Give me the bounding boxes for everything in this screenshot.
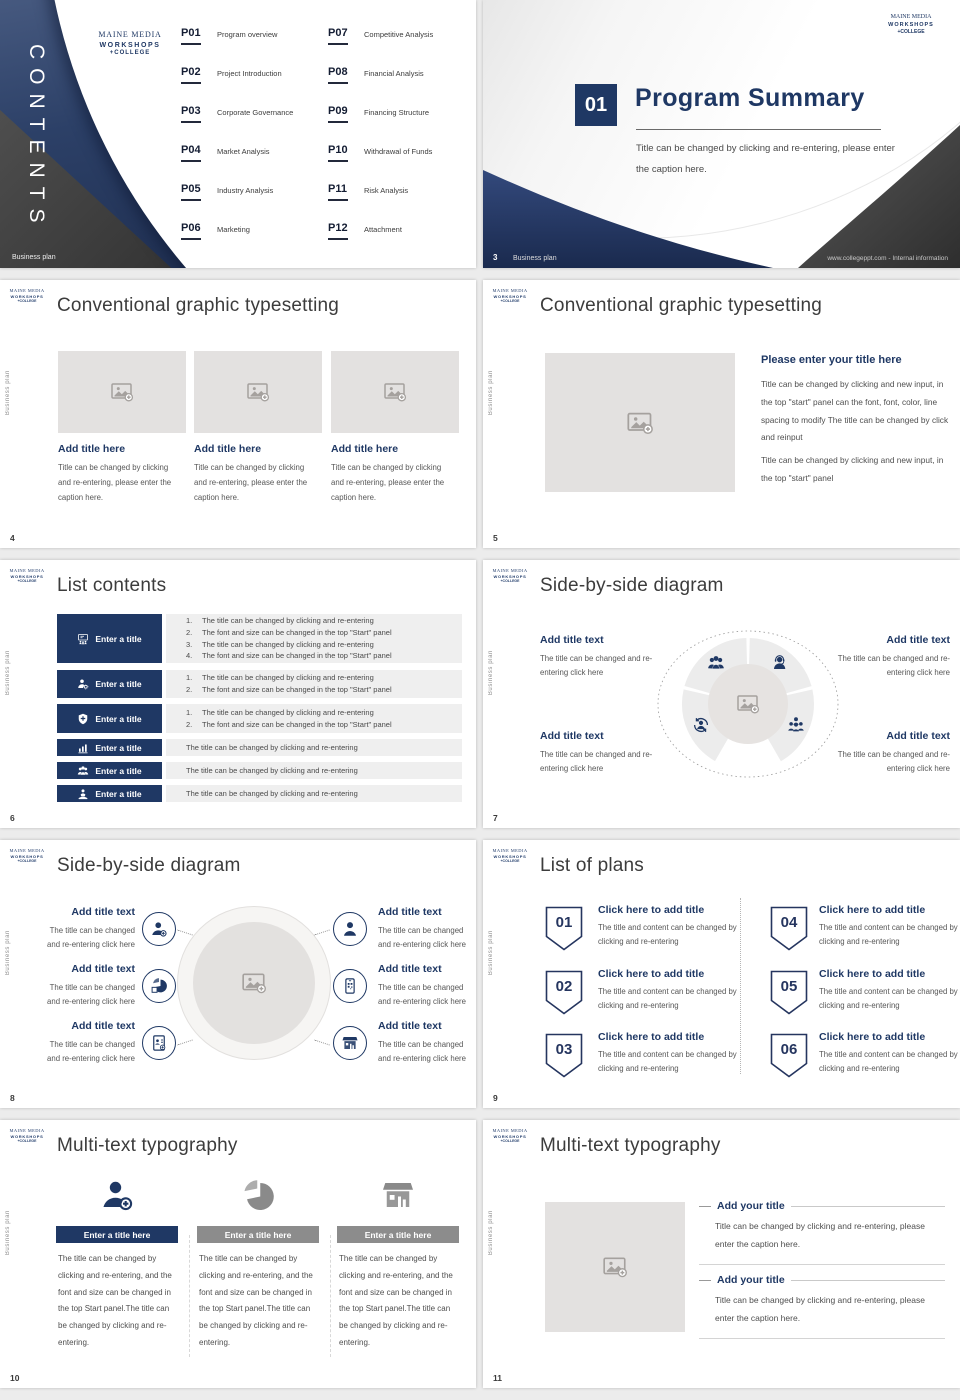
side-label: Business plan: [5, 1210, 11, 1256]
enter-title-button: Enter a title: [57, 785, 162, 802]
slide-title: Conventional graphic typesetting: [540, 295, 823, 316]
card-caption: Title can be changed by clicking and re-entering, please enter the caption here.: [331, 463, 445, 502]
list-panel: The title can be changed by clicking and re-entering: [166, 785, 462, 802]
list-panel: 1. The title can be changed by clicking and re-entering 2. The font and size can be changed in the top "Start" panel: [166, 704, 462, 733]
title-block: Add your title Title can be changed by clicking and re-entering, please enter the caption here.: [699, 1274, 945, 1339]
column-body: The title can be changed by clicking and re-entering, and the font and size can be changed in the top Start panel.The title can be changed by clicking and re-entering.: [199, 1254, 313, 1347]
slide-cover-contents[interactable]: [0, 0, 476, 268]
brand-logo: MAINE MEDIA WORKSHOPS +COLLEGE: [9, 1128, 45, 1143]
brand-logo: MAINE MEDIA WORKSHOPS +COLLEGE: [492, 848, 528, 863]
image-placeholder: [193, 922, 315, 1044]
slide-title: Multi-text typography: [540, 1135, 721, 1156]
content-paragraph: Title can be changed by clicking and new input, in the top "start" panel: [761, 455, 944, 483]
brand-logo: MAINE MEDIA WORKSHOPS +COLLEGE: [9, 288, 45, 303]
person-service-icon: [77, 788, 89, 800]
image-plus-icon: [241, 970, 267, 996]
person-icon: [333, 912, 367, 946]
image-placeholder: [194, 351, 322, 433]
number-badge: 05: [770, 970, 808, 1016]
page-number: 10: [10, 1373, 20, 1383]
number-badge: 01: [545, 906, 583, 952]
enter-title-button: Enter a title: [57, 670, 162, 698]
brand-logo: MAINE MEDIA WORKSHOPS +COLLEGE: [888, 14, 934, 35]
bar-chart-icon: [77, 742, 89, 754]
enter-title-button: Enter a title: [57, 762, 162, 779]
shield-cross-icon: [77, 713, 89, 725]
slide-graphic-typesetting-image[interactable]: [483, 280, 960, 548]
list-row: [57, 739, 462, 756]
section-subtitle: Title can be changed by clicking and re-entering, please enter the caption here.: [636, 143, 895, 175]
headset-person-icon: [771, 654, 789, 672]
column-header: Enter a title here: [56, 1226, 178, 1243]
image-plus-icon: [736, 692, 760, 716]
list-row: [57, 614, 462, 663]
diagram-label: Add title text The title can be changed and re-entering click here: [47, 1020, 135, 1064]
page-number: 9: [493, 1093, 498, 1103]
diagram-label: Add title text The title can be changed and re-entering click here: [378, 963, 466, 1007]
content-heading: Please enter your title here: [761, 354, 902, 366]
enter-title-button: Enter a title: [57, 614, 162, 663]
footer-label: Business plan: [12, 254, 56, 261]
list-row: [57, 762, 462, 779]
pie-chart-3d-icon: [197, 1172, 319, 1218]
side-label: Business plan: [5, 370, 11, 416]
slide-section-program-summary[interactable]: [483, 0, 960, 268]
plan-item: Click here to add title The title and content can be changed by clicking and re-entering: [598, 1031, 737, 1073]
plan-item: Click here to add title The title and content can be changed by clicking and re-entering: [819, 968, 958, 1010]
toc-item: P03 Corporate Governance: [181, 105, 293, 144]
plan-item: Click here to add title The title and content can be changed by clicking and re-entering: [819, 904, 958, 946]
diagram-label: Add title text The title can be changed and re-entering click here: [47, 906, 135, 950]
image-plus-icon: [383, 380, 407, 404]
toc-item: P05 Industry Analysis: [181, 183, 293, 222]
column-body: The title can be changed by clicking and re-entering, and the font and size can be changed in the top Start panel.The title can be changed by clicking and re-entering.: [58, 1254, 172, 1347]
slide-title: Conventional graphic typesetting: [57, 295, 340, 316]
brand-logo: MAINE MEDIA WORKSHOPS +COLLEGE: [492, 288, 528, 303]
pie-box-icon: [142, 969, 176, 1003]
plan-item: Click here to add title The title and content can be changed by clicking and re-entering: [819, 1031, 958, 1073]
toc-item: P04 Market Analysis: [181, 144, 293, 183]
page-number: 6: [10, 813, 15, 823]
footer-label: Business plan: [513, 255, 557, 262]
list-row: [57, 785, 462, 802]
text-column: [197, 1172, 319, 1352]
diagram-label: Add title text The title can be changed and re-entering click here: [378, 1020, 466, 1064]
tablet-person-icon: [142, 1026, 176, 1060]
dotted-divider: [740, 898, 741, 1074]
slide-list-contents[interactable]: [0, 560, 476, 828]
side-label: Business plan: [488, 370, 494, 416]
image-placeholder: [545, 1202, 685, 1332]
toc-item: P09 Financing Structure: [328, 105, 433, 144]
number-badge: 06: [770, 1033, 808, 1079]
slide-title: Side-by-side diagram: [540, 575, 724, 596]
dashed-separator: [330, 1235, 331, 1357]
number-badge: 02: [545, 970, 583, 1016]
brand-logo: MAINE MEDIA WORKSHOPS +COLLEGE: [9, 848, 45, 863]
presentation-audience-icon: [77, 633, 89, 645]
list-row: [57, 670, 462, 698]
image-plus-icon: [602, 1254, 628, 1280]
side-label: Business plan: [5, 650, 11, 696]
page-number: 5: [493, 533, 498, 543]
slide-title: List contents: [57, 575, 167, 596]
page-number: 3: [493, 253, 498, 262]
column-header: Enter a title here: [337, 1226, 459, 1243]
person-plus-icon: [56, 1172, 178, 1218]
image-plus-icon: [246, 380, 270, 404]
page-number: 7: [493, 813, 498, 823]
diagram-label: Add title text The title can be changed and re-entering click here: [378, 906, 466, 950]
toc-item: P11 Risk Analysis: [328, 183, 433, 222]
column-header: Enter a title here: [197, 1226, 319, 1243]
slide-title: List of plans: [540, 855, 644, 876]
column-body: The title can be changed by clicking and re-entering, and the font and size can be changed in the top Start panel.The title can be changed by clicking and re-entering.: [339, 1254, 453, 1347]
list-panel: The title can be changed by clicking and re-entering: [166, 739, 462, 756]
number-badge: 04: [770, 906, 808, 952]
image-plus-icon: [626, 409, 654, 437]
card-title: Add title here: [194, 443, 262, 455]
title-underline: [636, 129, 881, 130]
slide-title: Side-by-side diagram: [57, 855, 241, 876]
diagram-label: Add title text The title can be changed and re-entering click here: [540, 634, 653, 678]
list-panel: 1. The title can be changed by clicking and re-entering 2. The font and size can be changed in the top "Start" panel 3. The title can be changed by clicking and re-entering 4. The font and size can be changed in the top "Start" panel: [166, 614, 462, 663]
text-column: [337, 1172, 459, 1352]
text-column: [56, 1172, 178, 1352]
list-panel: The title can be changed by clicking and re-entering: [166, 762, 462, 779]
image-placeholder: [545, 353, 735, 492]
toc-item: P06 Marketing: [181, 222, 293, 261]
person-plus-icon: [142, 912, 176, 946]
list-panel: 1. The title can be changed by clicking and re-entering 2. The font and size can be changed in the top "Start" panel: [166, 670, 462, 698]
card-title: Add title here: [331, 443, 399, 455]
toc-item: P08 Financial Analysis: [328, 66, 433, 105]
phone-qr-icon: [333, 969, 367, 1003]
list-row: [57, 704, 462, 733]
diagram-label: Add title text The title can be changed and re-entering click here: [837, 634, 950, 678]
toc-column-right: [328, 27, 433, 261]
plan-item: Click here to add title The title and content can be changed by clicking and re-entering: [598, 968, 737, 1010]
card-title: Add title here: [58, 443, 126, 455]
brand-logo: MAINE MEDIA WORKSHOPS +COLLEGE: [98, 30, 162, 57]
slide-multi-text-3col[interactable]: [0, 1120, 476, 1388]
shop-chart-icon: [333, 1026, 367, 1060]
toc-item: P02 Project Introduction: [181, 66, 293, 105]
page-number: 11: [493, 1373, 502, 1383]
section-number-box: 01: [575, 84, 617, 126]
slide-graphic-typesetting-3col[interactable]: [0, 280, 476, 548]
toc-item: P12 Attachment: [328, 222, 433, 261]
dashed-separator: [189, 1235, 190, 1357]
number-badge: 03: [545, 1033, 583, 1079]
content-paragraph: Title can be changed by clicking and new input, in the top "start" panel can the font, font, color, line spacing to modify The title can be changed by click and reinput: [761, 379, 949, 443]
brand-logo: MAINE MEDIA WORKSHOPS +COLLEGE: [492, 568, 528, 583]
shop-building-icon: [337, 1172, 459, 1218]
side-label: Business plan: [488, 650, 494, 696]
central-circle: [177, 906, 331, 1060]
side-label: Business plan: [488, 930, 494, 976]
side-label: Business plan: [5, 930, 11, 976]
footer-swoosh: [483, 0, 960, 268]
brand-logo: MAINE MEDIA WORKSHOPS +COLLEGE: [9, 568, 45, 583]
card-caption: Title can be changed by clicking and re-entering, please enter the caption here.: [194, 463, 308, 502]
slide-multi-text-image[interactable]: [483, 1120, 960, 1388]
person-sync-icon: [692, 716, 710, 734]
page-number: 4: [10, 533, 15, 543]
image-placeholder: [331, 351, 459, 433]
brand-logo: MAINE MEDIA WORKSHOPS +COLLEGE: [492, 1128, 528, 1143]
side-label: Business plan: [488, 1210, 494, 1256]
card-caption: Title can be changed by clicking and re-entering, please enter the caption here.: [58, 463, 172, 502]
slide-title: Multi-text typography: [57, 1135, 238, 1156]
image-plus-icon: [110, 380, 134, 404]
toc-item: P10 Withdrawal of Funds: [328, 144, 433, 183]
ring-diagram: [656, 630, 840, 780]
people-trio-icon: [787, 716, 805, 734]
people-group-icon: [707, 654, 725, 672]
vertical-contents-title: CONTENTS: [25, 44, 48, 232]
toc-item: P07 Competitive Analysis: [328, 27, 433, 66]
slide-list-of-plans[interactable]: [483, 840, 960, 1108]
plan-item: Click here to add title The title and content can be changed by clicking and re-entering: [598, 904, 737, 946]
title-block: Add your title Title can be changed by clicking and re-entering, please enter the caption here.: [699, 1200, 945, 1265]
footer-url: www.collegeppt.com - Internal information: [827, 255, 948, 262]
enter-title-button: Enter a title: [57, 704, 162, 733]
diagram-label: Add title text The title can be changed and re-entering click here: [47, 963, 135, 1007]
page-number: 8: [10, 1093, 15, 1103]
diagram-label: Add title text The title can be changed and re-entering click here: [837, 730, 950, 774]
diagram-label: Add title text The title can be changed and re-entering click here: [540, 730, 653, 774]
image-placeholder: [58, 351, 186, 433]
enter-title-button: Enter a title: [57, 739, 162, 756]
section-title: Program Summary: [635, 84, 865, 112]
people-group-icon: [77, 765, 89, 777]
person-gear-icon: [77, 678, 89, 690]
toc-column-left: [181, 27, 293, 261]
slide-orbit-diagram[interactable]: [0, 840, 476, 1108]
slide-circle-diagram[interactable]: [483, 560, 960, 828]
toc-item: P01 Program overview: [181, 27, 293, 66]
